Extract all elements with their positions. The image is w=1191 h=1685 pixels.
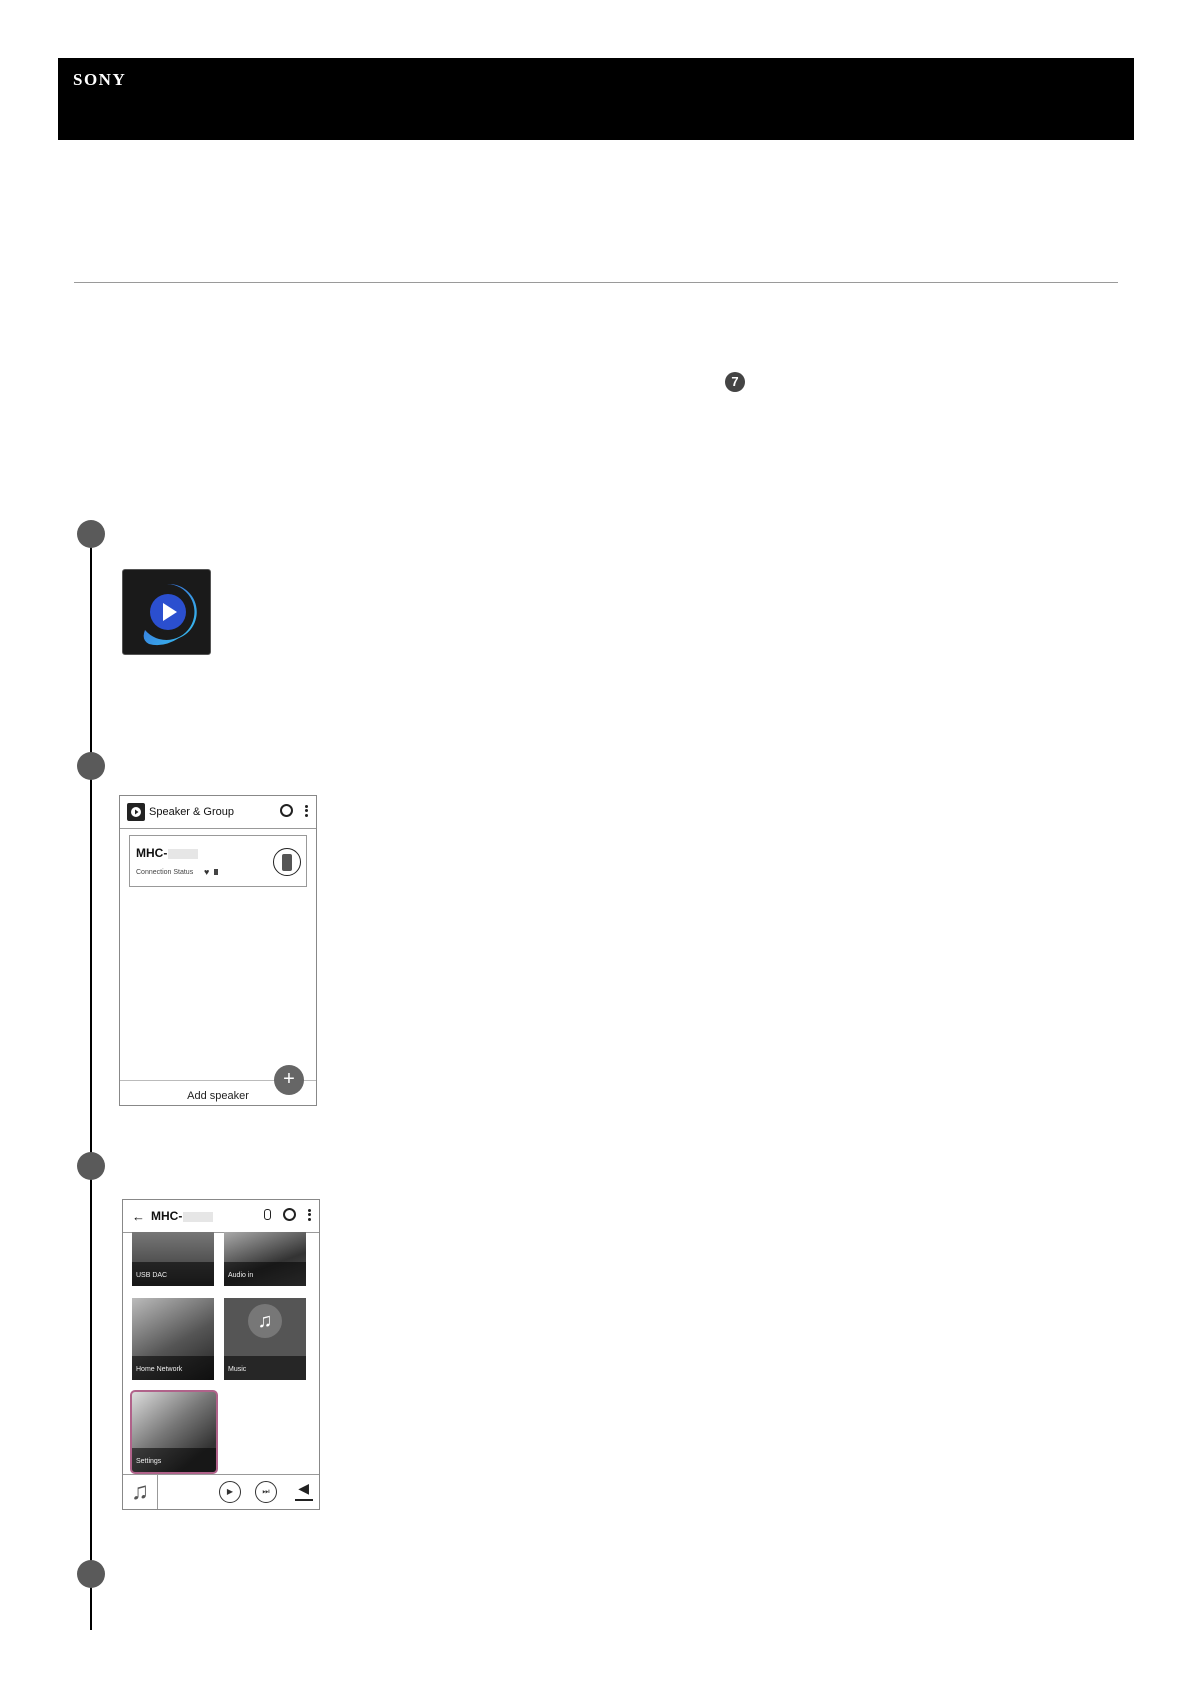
volume-icon[interactable]: ◀ bbox=[298, 1480, 309, 1496]
more-options-icon[interactable] bbox=[308, 1209, 311, 1221]
tile-usb-dac[interactable] bbox=[132, 1232, 214, 1286]
back-arrow-icon[interactable]: ← bbox=[132, 1208, 145, 1224]
screen-title: Speaker & Group bbox=[149, 806, 234, 818]
tile-label: Audio in bbox=[228, 1272, 254, 1279]
tile-label: USB DAC bbox=[136, 1272, 168, 1279]
phone-icon bbox=[282, 854, 292, 871]
reference-number-badge: 7 bbox=[725, 372, 745, 392]
add-speaker-button[interactable]: Add speaker bbox=[187, 1090, 249, 1102]
music-note-icon: ♫ bbox=[248, 1304, 282, 1338]
step-1-marker bbox=[77, 520, 105, 548]
step-4-marker bbox=[77, 1560, 105, 1588]
wifi-icon: ♥ bbox=[204, 867, 210, 877]
tile-home-network[interactable] bbox=[132, 1298, 214, 1380]
music-center-app-icon[interactable] bbox=[122, 569, 211, 655]
signal-icon bbox=[214, 869, 218, 875]
tile-music[interactable] bbox=[224, 1298, 306, 1380]
volume-slider[interactable] bbox=[295, 1499, 313, 1501]
device-card[interactable] bbox=[129, 835, 307, 887]
steps-timeline bbox=[90, 535, 92, 1630]
speaker-group-screen bbox=[119, 795, 317, 1106]
mini-player-bar bbox=[123, 1474, 319, 1509]
step-3-marker bbox=[77, 1152, 105, 1180]
header-bar bbox=[58, 58, 1134, 140]
refresh-icon[interactable] bbox=[283, 1208, 296, 1221]
device-screen-header bbox=[123, 1200, 319, 1233]
tile-audio-in[interactable] bbox=[224, 1232, 306, 1286]
title-divider bbox=[74, 282, 1118, 283]
step-2-marker bbox=[77, 752, 105, 780]
tile-settings[interactable] bbox=[130, 1390, 218, 1474]
add-icon[interactable]: + bbox=[274, 1065, 304, 1095]
device-name: MHC- bbox=[136, 846, 198, 860]
microphone-icon[interactable] bbox=[264, 1209, 271, 1220]
music-note-icon: ♫ bbox=[123, 1475, 158, 1509]
tile-label: Settings bbox=[136, 1458, 162, 1465]
next-track-icon[interactable]: ⏭ bbox=[255, 1481, 277, 1503]
speaker-group-header bbox=[120, 796, 316, 829]
tile-label: Music bbox=[228, 1366, 247, 1373]
phone-device-button[interactable] bbox=[273, 848, 301, 876]
play-icon[interactable]: ▶ bbox=[219, 1481, 241, 1503]
tile-label: Home Network bbox=[136, 1366, 183, 1373]
refresh-icon[interactable] bbox=[280, 804, 293, 817]
app-logo-icon bbox=[123, 570, 210, 654]
more-options-icon[interactable] bbox=[305, 805, 308, 817]
sony-logo: SONY bbox=[73, 70, 127, 89]
device-screen bbox=[122, 1199, 320, 1510]
connection-status-label: Connection Status bbox=[136, 869, 194, 876]
device-title: MHC- bbox=[151, 1209, 213, 1223]
app-small-icon bbox=[127, 803, 145, 821]
